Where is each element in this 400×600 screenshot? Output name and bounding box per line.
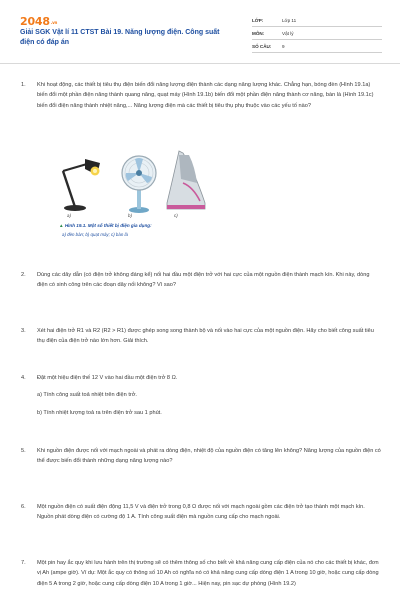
question-number: 5. <box>21 448 26 454</box>
meta-key: SỐ CÂU: <box>252 43 272 49</box>
question-number: 6. <box>21 504 26 510</box>
question-number: 1. <box>21 82 26 88</box>
question-text: Khi nguồn điện được nối với mạch ngoài và phát ra dòng điện, nhiệt độ của nguồn điện có tăng lên không? Năng lượng của nguồn điện có thể được biến đổi thành những dạng năng lượng nào? <box>37 448 381 465</box>
figure-label-b: b) <box>128 213 132 218</box>
figure-caption-subtitle: a) đèn bàn; b) quạt máy; c) bàn là <box>62 232 128 237</box>
question-subpart-a: a) Tính công suất toả nhiệt trên điện trở. <box>37 392 137 399</box>
page-title: Giải SGK Vật lí 11 CTST Bài 19. Năng lượng điện. Công suất điện có đáp án <box>20 29 220 46</box>
logo-suffix: .vn <box>50 19 58 25</box>
page-header <box>0 0 400 62</box>
meta-value: Vật lý <box>282 30 294 36</box>
header-divider <box>0 63 400 64</box>
question-text: Dùng các dây dẫn (có điện trở không đáng kể) nối hai đầu một điện trở với hai cực của một nguồn điện thành mạch kín. Khi này, dòng điện có sinh công trên các đoạn dây nối không? Vì sao? <box>37 272 370 289</box>
figure-label-c: c) <box>174 213 178 218</box>
figure-19-1 <box>55 143 215 245</box>
clothes-iron-icon <box>167 151 205 209</box>
desk-lamp-icon <box>63 159 100 211</box>
question-text: Xét hai điện trở R1 và R2 (R2 > R1) được ghép song song thành bộ và nối vào hai cực của một nguồn điện. Hãy cho biết công suất tiêu thụ điện của điện trở nào lớn hơn. Giải thích. <box>37 328 374 345</box>
meta-panel <box>252 14 382 53</box>
question-7 <box>21 558 381 596</box>
question-4 <box>21 373 381 425</box>
question-3 <box>21 326 381 354</box>
question-number: 7. <box>21 560 26 566</box>
question-number: 3. <box>21 328 26 334</box>
figure-illustration <box>55 143 215 218</box>
question-text: Khi hoạt động, các thiết bị tiêu thụ điện biến đổi năng lượng điện thành các dạng năng lượng khác. Chẳng hạn, bóng đèn (Hình 19.1a) biến đổi một phần điện năng thành quang năng, quạt máy (Hình 19.1b) biến đổi một phần điện năng thành cơ năng, bàn là (Hình 19.1c) biến đổi điện năng thành nhiệt năng,... Năng lượng điện mà các thiết bị tiêu thụ phụ thuộc vào các yếu tố nào? <box>37 82 374 109</box>
meta-key: LỚP: <box>252 17 264 23</box>
figure-label-a: a) <box>67 213 71 218</box>
question-number: 2. <box>21 272 26 278</box>
figure-caption-title <box>59 223 152 228</box>
question-text: Đặt một hiệu điện thế 12 V vào hai đầu một điện trở 8 Ω. <box>37 375 178 381</box>
site-logo[interactable] <box>20 15 57 28</box>
meta-row-class <box>252 14 382 27</box>
question-number: 4. <box>21 375 26 381</box>
meta-row-subject <box>252 27 382 40</box>
logo-text: 2048 <box>20 15 50 28</box>
electric-fan-icon <box>122 156 156 213</box>
question-1 <box>21 80 381 118</box>
caption-title-text: Hình 19.1. Một số thiết bị điện gia dụng: <box>64 223 152 228</box>
question-text: Một nguồn điện có suất điện động 11,5 V và điện trở trong 0,8 Ω được nối với mạch ngoài gồm các điện trở tạo thành một mạch kín. Nguồn phát dòng điện có cường độ 1 A. Tính công suất điện mà nguồn cung cấp cho mạch ngoài. <box>37 504 365 521</box>
question-subpart-b: b) Tính nhiệt lượng toả ra trên điện trở sau 1 phút. <box>37 409 162 416</box>
meta-key: MÔN: <box>252 30 265 36</box>
caption-marker-icon: ▲ <box>59 223 65 228</box>
meta-value: 9 <box>282 43 285 49</box>
question-6 <box>21 502 381 530</box>
meta-row-count <box>252 40 382 53</box>
question-2 <box>21 270 381 298</box>
meta-value: Lớp 11 <box>282 17 297 23</box>
question-5 <box>21 446 381 474</box>
question-text: Một pin hay ắc quy khi lưu hành trên thị trường sẽ có thêm thông số cho biết về khả năng cung cấp điện của nó cho các thiết bị khác, đơn vị Ah (ampe giờ). Ví dụ: Một ắc quy có thông số 10 Ah có nghĩa nó có khả năng cung cấp dòng điện 1 A trong 10 giờ, hoặc cung cấp dòng điện 5 A trong 2 giờ, hoặc cung cấp dòng điện 10 A trong 1 giờ... Hiện nay, pin sạc dự phòng (Hình 19.2) <box>37 560 379 587</box>
